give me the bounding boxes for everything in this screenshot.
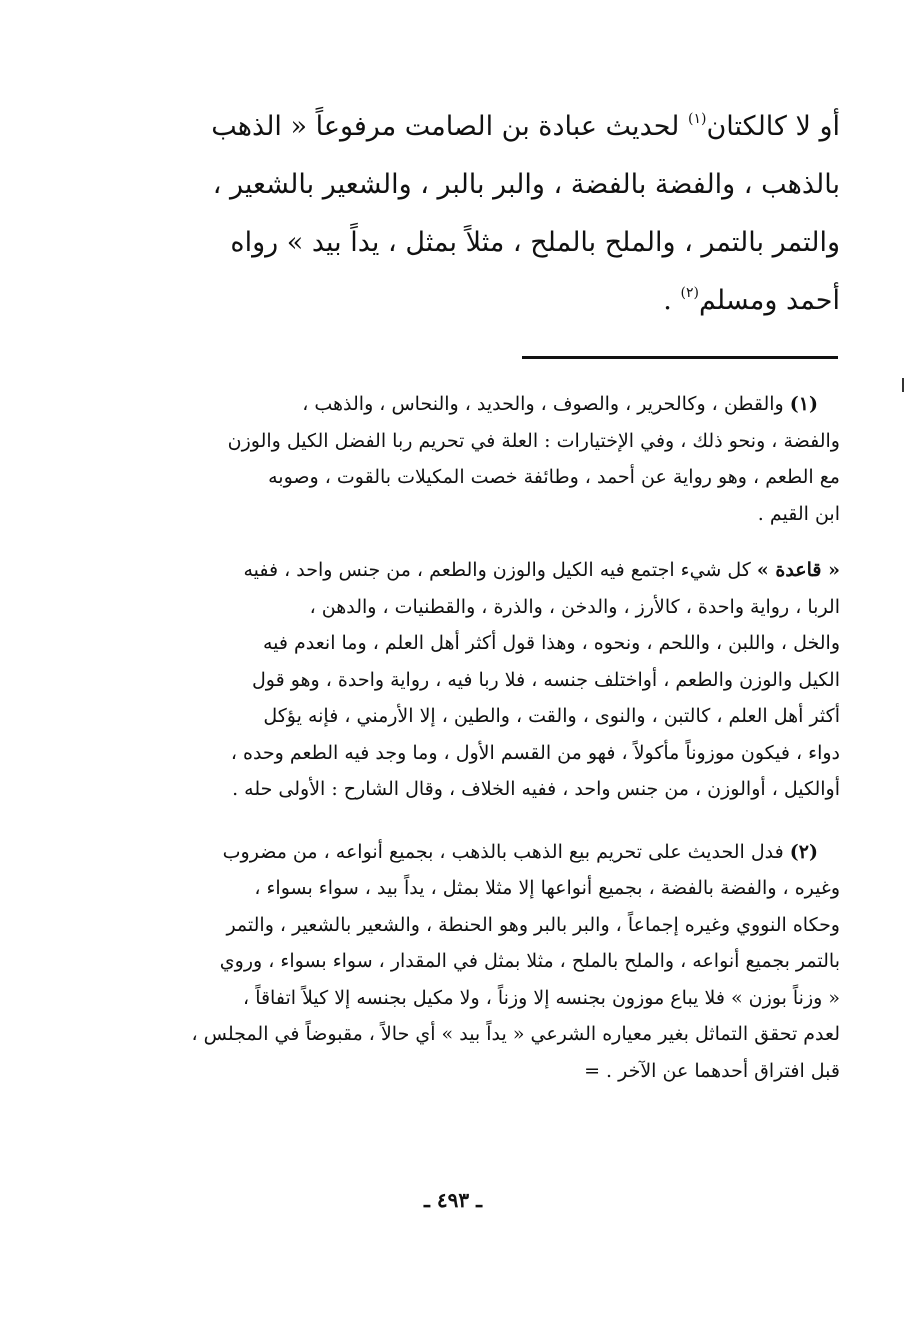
qaida-line xyxy=(100,552,840,589)
footnote-1-line: والفضة ، ونحو ذلك ، وفي الإختيارات : العلة في تحريم ربا الفضل الكيل والوزن xyxy=(227,429,840,452)
footnote-2-line xyxy=(100,834,840,871)
footnote-separator xyxy=(522,356,838,359)
footnote-2-line: وغيره ، والفضة بالفضة ، بجميع أنواعها إلا مثلا بمثل ، يداً بيد ، سواء بسواء ، xyxy=(254,877,840,899)
main-line-4 xyxy=(112,272,840,330)
main-line-2: بالذهب ، والفضة بالفضة ، والبر بالبر ، والشعير بالشعير ، xyxy=(212,169,840,200)
footnote-1-line: ابن القيم . xyxy=(757,502,840,525)
qaida-line: الكيل والوزن والطعم ، أواختلف جنسه ، فلا ربا فيه ، رواية واحدة ، وهو قول xyxy=(251,668,840,691)
footnote-2-line: قبل افتراق أحدهما عن الآخر . = xyxy=(584,1059,840,1082)
margin-mark xyxy=(902,378,904,392)
main-text xyxy=(112,98,840,330)
main-line-3: والتمر بالتمر ، والملح بالملح ، مثلاً بمثل ، يداً بيد » رواه xyxy=(230,227,840,258)
footnote-1-text: والقطن ، وكالحرير ، والصوف ، والحديد ، والنحاس ، والذهب ، xyxy=(302,393,784,415)
footnotes xyxy=(100,386,840,1089)
qaida-text: كل شيء اجتمع فيه الكيل والوزن والطعم ، من جنس واحد ، ففيه xyxy=(243,559,751,581)
footnote-1-line xyxy=(100,386,840,423)
footnote-2-text: فدل الحديث على تحريم بيع الذهب بالذهب ، بجميع أنواعه ، من مضروب xyxy=(222,840,784,863)
qaida-label: « قاعدة » xyxy=(756,559,840,581)
footnote-2-line: لعدم تحقق التماثل بغير معياره الشرعي « يداً بيد » أي حالاً ، مقبوضاً في المجلس ، xyxy=(191,1023,840,1045)
qaida-line: دواء ، فيكون موزوناً مأكولاً ، فهو من القسم الأول ، وما وجد فيه الطعم وحده ، xyxy=(230,741,840,764)
main-line-1-end: لحديث عبادة بن الصامت مرفوعاً « الذهب xyxy=(211,111,680,142)
main-line-1 xyxy=(112,98,840,156)
footnote-ref-2[interactable]: (٢) xyxy=(680,285,699,301)
qaida-line: الربا ، رواية واحدة ، كالأرز ، والدخن ، والذرة ، والقطنيات ، والدهن ، xyxy=(309,595,840,618)
main-line-1-start: أو لا كالكتان xyxy=(706,111,840,142)
footnote-2-line: « وزناً بوزن » فلا يباع موزون بجنسه إلا وزناً ، ولا مكيل بجنسه إلا كيلاً اتفاقاً ، xyxy=(243,986,840,1009)
qaida-line: أكثر أهل العلم ، كالتبن ، والنوى ، والقت ، والطين ، إلا الأرمني ، فإنه يؤكل xyxy=(263,705,840,727)
main-line-4-end: . xyxy=(663,285,672,316)
qaida-line: والخل ، واللبن ، واللحم ، ونحوه ، وهذا قول أكثر أهل العلم ، وما انعدم فيه xyxy=(262,632,840,654)
footnote-2-line: بالتمر بجميع أنواعه ، والملح بالملح ، مثلا بمثل في المقدار ، سواء بسواء ، وروي xyxy=(219,950,840,972)
footnote-1 xyxy=(100,386,840,532)
qaida-line: أوالكيل ، أوالوزن ، من جنس واحد ، ففيه الخلاف ، وقال الشارح : الأولى حله . xyxy=(232,778,840,800)
footnote-1-line: مع الطعم ، وهو رواية عن أحمد ، وطائفة خصت المكيلات بالقوت ، وصوبه xyxy=(268,466,840,488)
page-number: ـ ٤٩٣ ـ xyxy=(424,1188,482,1212)
main-line-4-start: أحمد ومسلم xyxy=(698,285,840,316)
qaida-block xyxy=(100,552,840,808)
spacer xyxy=(100,808,840,834)
footnote-2-number: (٢) xyxy=(789,840,818,863)
footnote-1-number: (١) xyxy=(789,393,818,415)
footnote-2-line: وحكاه النووي وغيره إجماعاً ، والبر بالبر وهو الحنطة ، والشعير بالشعير ، والتمر xyxy=(226,913,840,936)
footnote-2 xyxy=(100,834,840,1090)
footnote-ref-1[interactable]: (١) xyxy=(688,111,707,127)
spacer xyxy=(100,532,840,552)
